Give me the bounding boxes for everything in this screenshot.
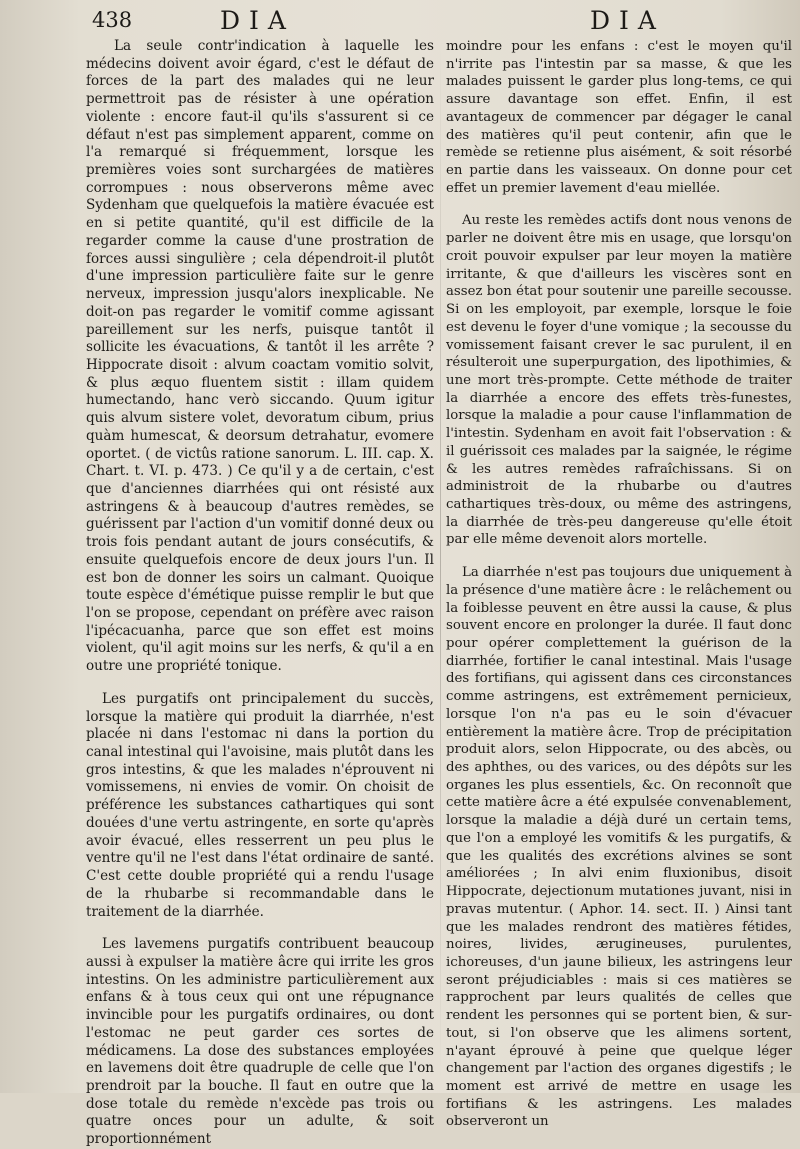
- paragraph-purgatifs: Les purgatifs ont principalement du succès, lorsque la matière qui produit la diarrhée, n'est placée ni dans l'estomac ni dans la portion du canal intestinal qui l'avoisine, mais plutôt dans les gros intestins, & que les malades n'éprouvent ni vomissemens, ni envies de vomir. On choisit de préférence les substances cathartiques qui sont douées d'une vertu astringente, en sorte qu'après avoir évacué, elles resserrent un peu plus le ventre qu'il ne l'est dans l'état ordinaire de santé. C'est cette double propriété qui a rendu l'usage de la rhubarbe si recommandable dans le traitement de la diarrhée.: [86, 690, 434, 920]
- paragraph-relachement: La diarrhée n'est pas toujours due uniquement à la présence d'une matière âcre : le relâchement ou la foiblesse peuvent en être aussi la cause, & plus souvent encore en prolonger la durée. Il faut donc pour opérer complettement la guérison de la diarrhée, fortifier le canal intestinal. Mais l'usage des fortifians, qui agissent dans ces circonstances comme astringens, est extrêmement pernicieux, lorsque l'on n'a pas eu le soin d'évacuer entièrement la matière âcre. Trop de précipitation produit alors, selon Hippocrate, ou des abcès, ou des aphthes, ou des varices, ou des dépôts sur les organes les plus essentiels, &c. On reconnoît que cette matière âcre a été expulsée convenablement, lorsque la maladie a déjà duré un certain tems, que l'on a employé les vomitifs & les purgatifs, & que les qualités des excrétions alvines se sont améliorées ; In alvi enim fluxionibus, disoit Hippocrate, dejectionum mutationes juvant, nisi in pravas mutentur. ( Aphor. 14. sect. II. ) Ainsi tant que les malades rendront des matières fétides, noires, livides, ærugineuses, purulentes, ichoreuses, d'un jaune bilieux, les astringens leur seront préjudiciables : mais si ces matières se rapprochent par leurs qualités de celles que rendent les personnes qui se portent bien, & sur-tout, si l'on observe que les alimens sortent, n'ayant éprouvé à peine que quelque léger changement par l'action des organes digestifs ; le moment est arrivé de mettre en usage les fortifians & les astringens. Les malades observeront un: [446, 565, 792, 1130]
- right-column: [446, 38, 792, 1131]
- paragraph-lavemens: Les lavemens purgatifs contribuent beaucoup aussi à expulser la matière âcre qui irrite les gros intestins. On les administre particulièrement aux enfans & à tous ceux qui ont une répugnance invincible pour les purgatifs ordinaires, ou dont l'estomac ne peut garder ces sortes de médicamens. La dose des substances employées en lavemens doit être quadruple de celle que l'on prendroit par la bouche. Il faut en outre que la dose totale du remède n'excède pas trois ou quatre onces pour un adulte, & soit proportionnément: [86, 936, 434, 1148]
- left-column: [86, 38, 434, 1149]
- page-header: [0, 6, 800, 36]
- paragraph-continuation: moindre pour les enfans : c'est le moyen qu'il n'irrite pas l'intestin par sa masse, & que les malades puissent le garder plus long-tems, ce qui assure davantage son effet. Enfin, il est avantageux de commencer par dégager le canal des matières qu'il peut contenir, afin que le remède se retienne plus aisément, & soit résorbé en partie dans les vaisseaux. On donne pour cet effet un premier lavement d'eau miellée.: [446, 39, 792, 196]
- page-number: 438: [92, 8, 133, 32]
- paragraph-contrindication: La seule contr'indication à laquelle les médecins doivent avoir égard, c'est le défaut de forces de la part des malades qui ne leur permettroit pas de résister à une opération violente : encore faut-il qu'ils s'assurent si ce défaut n'est pas simplement apparent, comme on l'a remarqué si fréquemment, lorsque les premières voies sont surchargées de matières corrompues : nous observerons même avec Sydenham que quelquefois la matière évacuée est en si petite quantité, qu'il est difficile de la regarder comme la cause d'une prostration de forces aussi singulière ; cela dépendroit-il plutôt d'une impression particulière faite sur le genre nerveux, impression jusqu'alors inexplicable. Ne doit-on pas regarder le vomitif comme agissant pareillement sur les nerfs, puisque tantôt il sollicite les évacuations, & tantôt il les arrête ? Hippocrate disoit : alvum coactam vomitio solvit, & plus æquo fluentem sistit : illam quidem humectando, hanc verò siccando. Quum igitur quis alvum sistere volet, devoratum cibum, prius quàm humescat, & deorsum detrahatur, evomere oportet. ( de victûs ratione sanorum. L. III. cap. X. Chart. t. VI. p. 473. ) Ce qu'il y a de certain, c'est que d'anciennes diarrhées qui ont résisté aux astringens & à beaucoup d'autres remèdes, se guérissent par l'action d'un vomitif donné deux ou trois fois pendant autant de jours consécutifs, & ensuite quelquefois encore de deux jours l'un. Il est bon de donner les soirs un calmant. Quoique toute espèce d'émétique puisse remplir le but que l'on se propose, cependant on préfère avec raison l'ipécacuanha, parce que son effet est moins violent, qu'il agit moins sur les nerfs, & qu'il a en outre une propriété tonique.: [86, 38, 434, 675]
- column-divider: [440, 40, 441, 1085]
- running-head-left: DIA: [220, 6, 295, 35]
- running-head-right: DIA: [590, 6, 665, 35]
- paragraph-remedes-actifs: Au reste les remèdes actifs dont nous venons de parler ne doivent être mis en usage, que lorsqu'on croit pouvoir expulser par leur moyen la matière irritante, & que d'ailleurs les viscères sont en assez bon état pour soutenir une pareille secousse. Si on les employoit, par exemple, lorsque le foie est devenu le foyer d'une vomique ; la secousse du vomissement faisant crever le sac purulent, il en résulteroit une superpurgation, des lipothimies, & une mort très-prompte. Cette méthode de traiter la diarrhée a encore des effets très-funestes, lorsque la maladie a pour cause l'inflammation de l'intestin. Sydenham en avoit fait l'observation : & il guérissoit ces malades par la saignée, le régime & les autres remèdes rafraîchissans. Si on administroit de la rhubarbe ou d'autres cathartiques très-doux, ou même des astringens, la diarrhée de très-peu dangereuse qu'elle étoit par elle même devenoit alors mortelle.: [446, 213, 792, 548]
